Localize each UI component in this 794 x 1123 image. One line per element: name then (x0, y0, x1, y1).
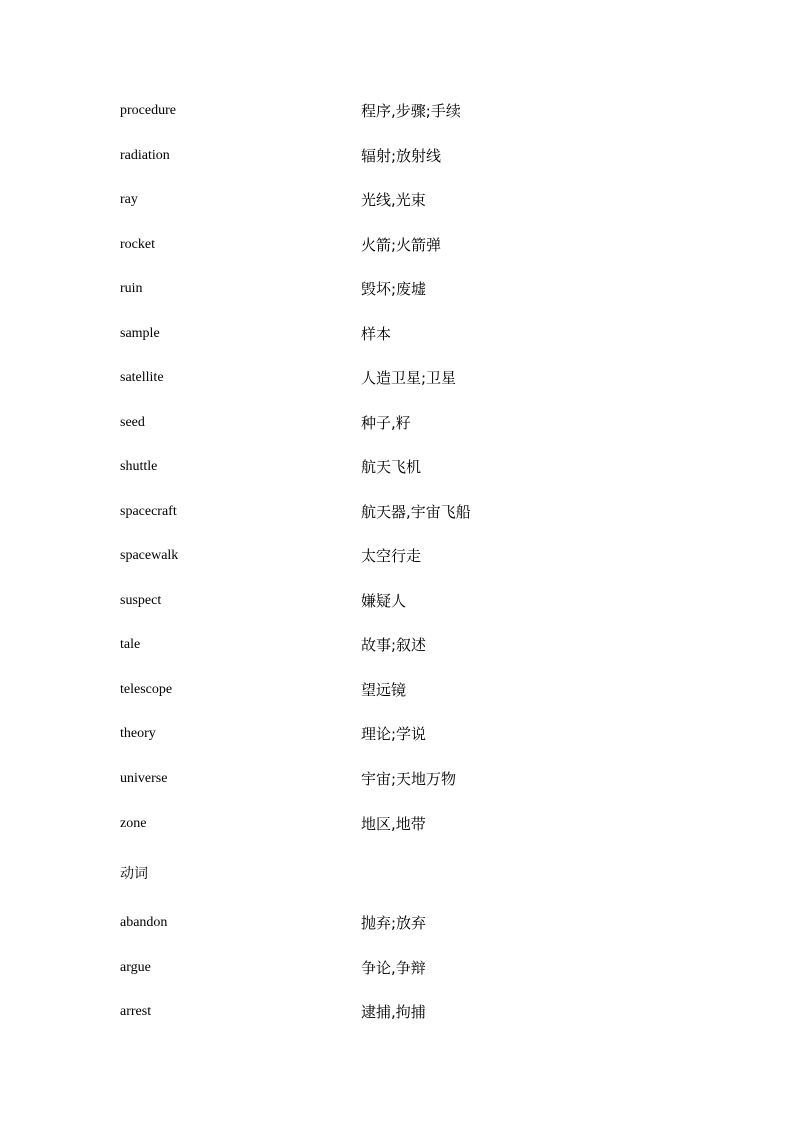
vocab-meaning: 航天飞机 (361, 458, 422, 476)
vocab-meaning: 辐射;放射线 (361, 147, 442, 165)
vocab-word: procedure (120, 103, 176, 118)
vocab-word: ruin (120, 281, 143, 296)
vocab-word: shuttle (120, 459, 158, 474)
vocab-word: universe (120, 771, 168, 786)
vocab-meaning: 宇宙;天地万物 (361, 770, 457, 788)
vocab-word: radiation (120, 148, 170, 163)
vocab-meaning: 故事;叙述 (361, 636, 427, 654)
vocab-word: ray (120, 192, 138, 207)
vocab-meaning: 嫌疑人 (361, 592, 407, 610)
vocab-word: rocket (120, 237, 155, 252)
vocab-meaning: 程序,步骤;手续 (361, 102, 461, 120)
vocab-meaning: 种子,籽 (361, 414, 411, 432)
verb-word: argue (120, 960, 151, 975)
vocab-word: telescope (120, 682, 173, 697)
vocab-word: tale (120, 637, 141, 652)
verb-meaning: 抛弃;放弃 (361, 914, 427, 932)
vocab-meaning: 航天器,宇宙飞船 (361, 503, 471, 521)
vocab-meaning: 样本 (361, 325, 392, 343)
vocab-meaning: 人造卫星;卫星 (361, 369, 457, 387)
vocab-meaning: 毁坏;废墟 (361, 280, 427, 298)
vocab-word: satellite (120, 370, 164, 385)
vocab-word: suspect (120, 593, 162, 608)
vocab-meaning: 望远镜 (361, 681, 407, 699)
vocab-meaning: 火箭;火箭弹 (361, 236, 442, 254)
verb-word: arrest (120, 1004, 152, 1019)
vocab-meaning: 理论;学说 (361, 725, 427, 743)
vocab-meaning: 光线,光束 (361, 191, 426, 209)
verb-meaning: 争论,争辩 (361, 959, 426, 977)
verb-word: abandon (120, 915, 168, 930)
verb-meaning: 逮捕,拘捕 (361, 1003, 426, 1021)
vocab-meaning: 地区,地带 (361, 815, 426, 833)
vocab-word: spacewalk (120, 548, 179, 563)
vocab-word: zone (120, 816, 147, 831)
vocab-meaning: 太空行走 (361, 547, 422, 565)
vocab-word: seed (120, 415, 145, 430)
vocab-word: theory (120, 726, 156, 741)
vocab-word: spacecraft (120, 504, 177, 519)
vocab-word: sample (120, 326, 160, 341)
section-heading-verbs: 动词 (120, 866, 148, 882)
